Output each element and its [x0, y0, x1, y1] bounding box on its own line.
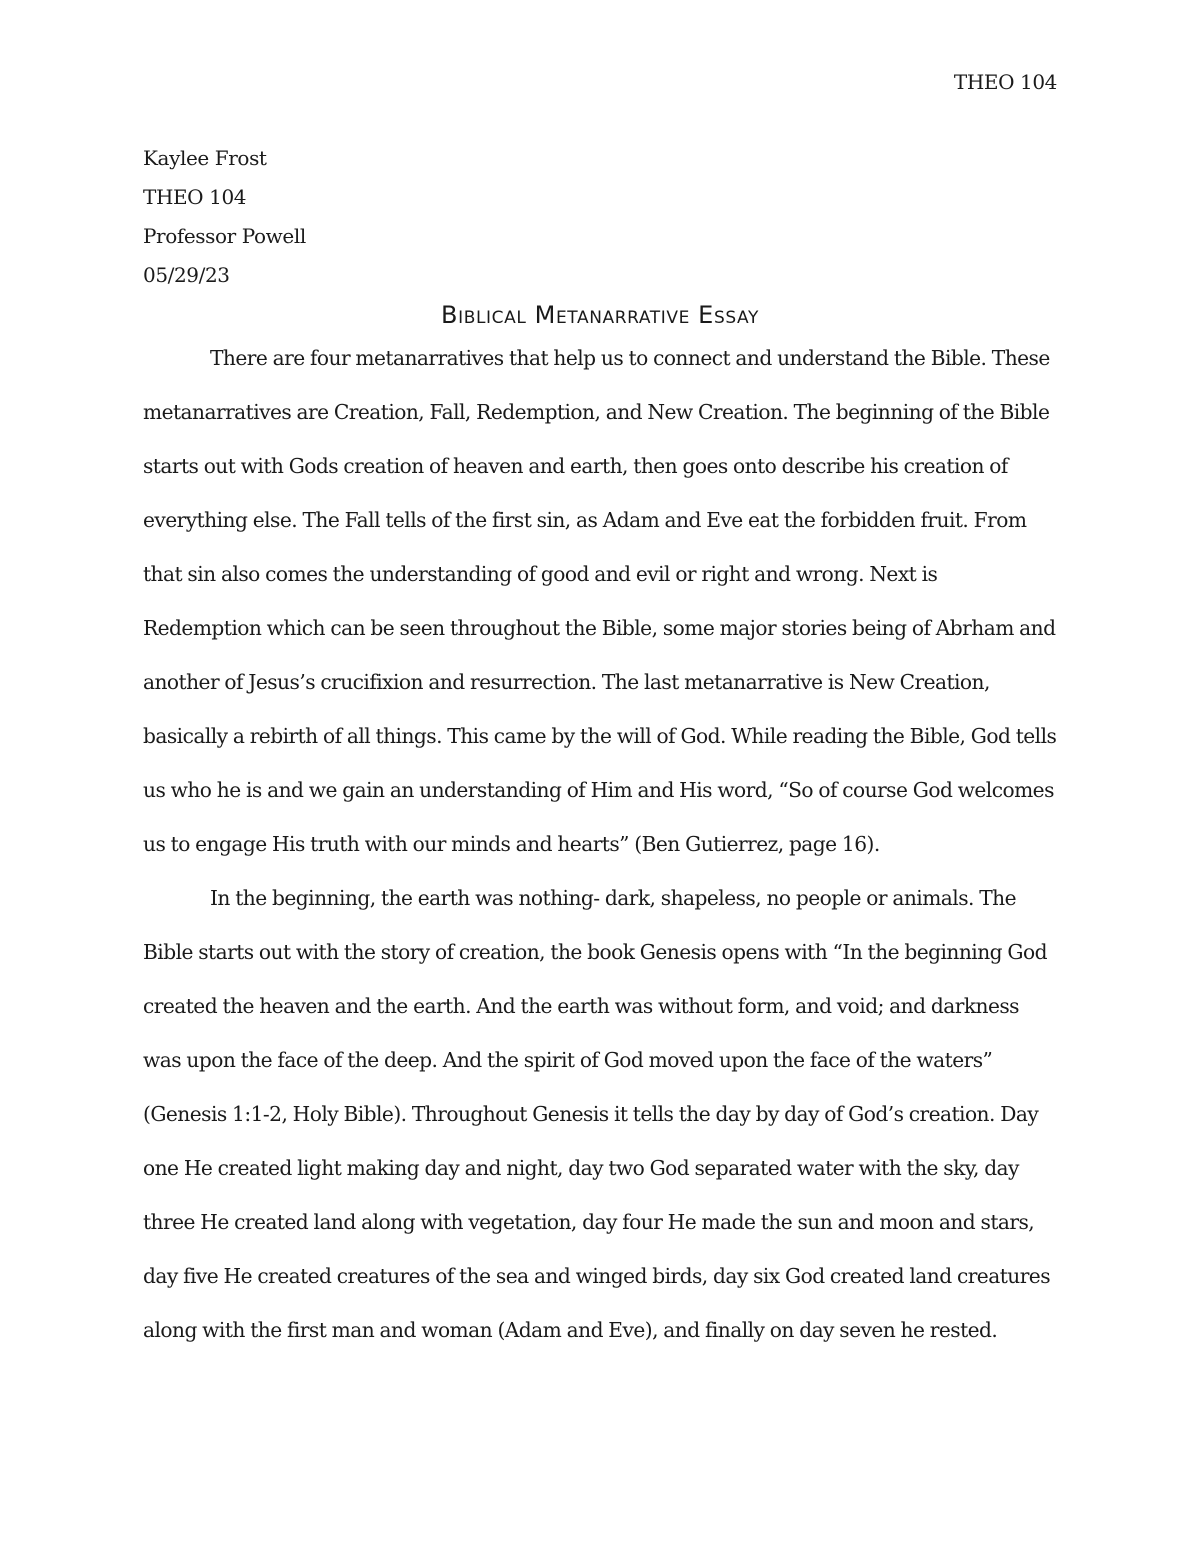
student-heading: [143, 139, 1057, 295]
submission-date: 05/29/23: [143, 263, 230, 287]
student-name: Kaylee Frost: [143, 146, 267, 170]
paragraph-2: In the beginning, the earth was nothing- dark, shapeless, no people or animals. The Bible starts out with the story of creation, the book Genesis opens with “In the beginning God created the heaven and the earth. And the earth was without form, and void; and darkness was upon the face of the deep. And the spirit of God moved upon the face of the waters” (Genesis 1:1-2, Holy Bible). Throughout Genesis it tells the day by day of God’s creation. Day one He created light making day and night, day two God separated water with the sky, day three He created land along with vegetation, day four He made the sun and moon and stars, day five He created creatures of the sea and winged birds, day six God created land creatures along with the first man and woman (Adam and Eve), and finally on day seven he rested.: [143, 886, 1051, 1342]
running-header: THEO 104: [953, 70, 1057, 94]
professor-name: Professor Powell: [143, 224, 306, 248]
essay-title: Biblical Metanarrative Essay: [441, 301, 759, 329]
essay-body: [143, 331, 1057, 1357]
course-name: THEO 104: [143, 185, 247, 209]
paragraph-1: There are four metanarratives that help us to connect and understand the Bible. These metanarratives are Creation, Fall, Redemption, and New Creation. The beginning of the Bible starts out with Gods creation of heaven and earth, then goes onto describe his creation of everything else. The Fall tells of the first sin, as Adam and Eve eat the forbidden fruit. From that sin also comes the understanding of good and evil or right and wrong. Next is Redemption which can be seen throughout the Bible, some major stories being of Abrham and another of Jesus’s crucifixion and resurrection. The last metanarrative is New Creation, basically a rebirth of all things. This came by the will of God. While reading the Bible, God tells us who he is and we gain an understanding of Him and His word, “So of course God welcomes us to engage His truth with our minds and hearts” (Ben Gutierrez, page 16).: [143, 346, 1057, 856]
